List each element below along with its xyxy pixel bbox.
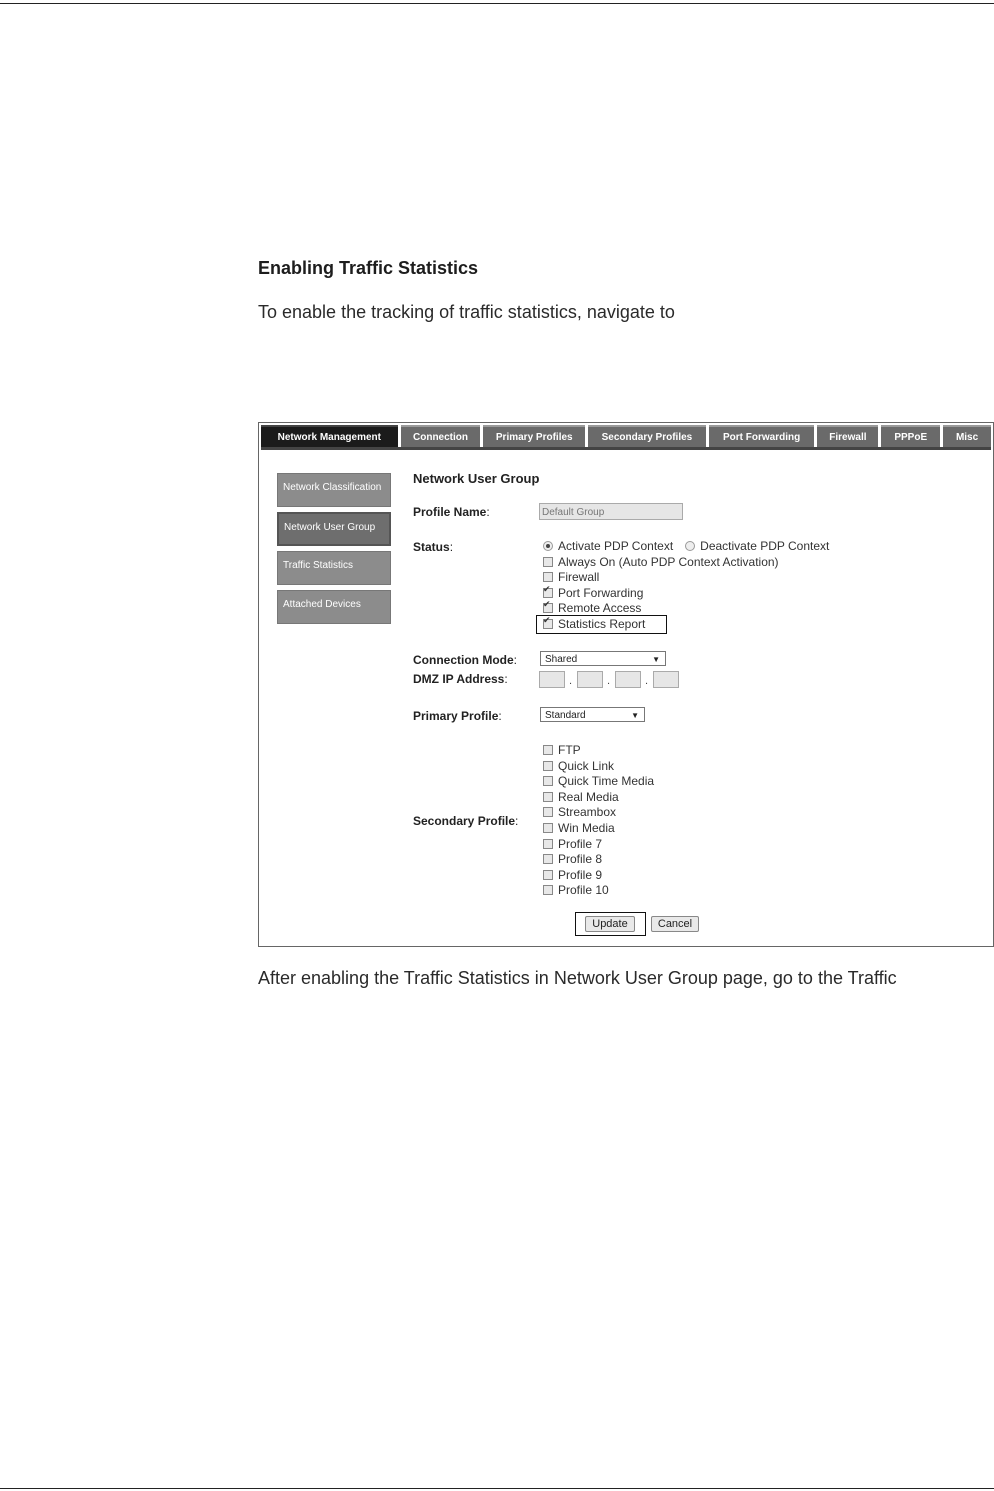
remote-access-option: ✔ Remote Access (543, 601, 641, 615)
activate-pdp-label: Activate PDP Context (558, 539, 674, 553)
connection-mode-label: Connection Mode: (413, 653, 518, 667)
sidebar-item-traffic-statistics[interactable]: Traffic Statistics (277, 551, 391, 585)
chevron-down-icon: ▼ (631, 711, 639, 720)
port-forwarding-checkbox[interactable] (543, 588, 553, 598)
form-title: Network User Group (413, 471, 540, 486)
secondary-profile-item: Real Media (543, 790, 619, 804)
sidebar-item-network-classification[interactable]: Network Classification (277, 473, 391, 507)
tab-primary-profiles[interactable]: Primary Profiles (483, 425, 585, 447)
secondary-profile-item: Profile 9 (543, 868, 602, 882)
after-text: After enabling the Traffic Statistics in Network User Group page, go to the Traffic (258, 968, 897, 988)
secondary-profile-checkbox[interactable] (543, 776, 553, 786)
tab-pppoe[interactable]: PPPoE (881, 425, 940, 447)
deactivate-pdp-radio[interactable] (685, 541, 695, 551)
status-radio-group (543, 539, 829, 553)
update-button[interactable]: Update (585, 916, 635, 932)
secondary-profile-label: Secondary Profile: (413, 814, 519, 828)
secondary-profile-checkbox[interactable] (543, 807, 553, 817)
screenshot-figure (258, 422, 994, 947)
dmz-ip-label: DMZ IP Address: (413, 672, 508, 686)
secondary-profile-checkbox[interactable] (543, 870, 553, 880)
dmz-ip-octet-3[interactable] (615, 671, 641, 688)
status-label: Status: (413, 540, 454, 554)
sidebar-item-attached-devices[interactable]: Attached Devices (277, 590, 391, 624)
always-on-option: Always On (Auto PDP Context Activation) (543, 555, 779, 569)
tab-network-management[interactable]: Network Management (261, 425, 398, 447)
profile-name-input[interactable]: Default Group (539, 503, 683, 520)
secondary-profile-checkbox[interactable] (543, 839, 553, 849)
top-rule (0, 3, 994, 4)
tab-port-forwarding[interactable]: Port Forwarding (709, 425, 815, 447)
secondary-profile-item: Profile 8 (543, 852, 602, 866)
primary-profile-label: Primary Profile: (413, 709, 502, 723)
bottom-rule (0, 1488, 994, 1489)
tab-secondary-profiles[interactable]: Secondary Profiles (588, 425, 706, 447)
secondary-profile-checkbox[interactable] (543, 854, 553, 864)
secondary-profile-checkbox[interactable] (543, 745, 553, 755)
remote-access-checkbox[interactable] (543, 603, 553, 613)
section-heading: Enabling Traffic Statistics (258, 258, 479, 278)
secondary-profile-item: Profile 10 (543, 883, 609, 897)
dmz-ip-octet-4[interactable] (653, 671, 679, 688)
ip-dot: . (645, 675, 649, 687)
chevron-down-icon: ▼ (652, 655, 660, 664)
dmz-ip-octet-1[interactable] (539, 671, 565, 688)
statistics-report-option: ✔ Statistics Report (543, 617, 645, 631)
secondary-profile-checkbox[interactable] (543, 792, 553, 802)
primary-profile-select[interactable]: Standard ▼ (540, 707, 645, 722)
port-forwarding-option: ✔ Port Forwarding (543, 586, 643, 600)
secondary-profile-item: Profile 7 (543, 837, 602, 851)
tab-connection[interactable]: Connection (401, 425, 481, 447)
dmz-ip-octet-2[interactable] (577, 671, 603, 688)
tab-firewall[interactable]: Firewall (817, 425, 878, 447)
sidebar-item-network-user-group[interactable]: Network User Group (277, 512, 391, 546)
deactivate-pdp-label: Deactivate PDP Context (700, 539, 830, 553)
tab-underline (261, 447, 991, 450)
statistics-report-highlight (536, 615, 667, 634)
always-on-checkbox[interactable] (543, 557, 553, 567)
ip-dot: . (569, 675, 573, 687)
cancel-button[interactable]: Cancel (651, 916, 699, 932)
firewall-checkbox[interactable] (543, 572, 553, 582)
ip-dot: . (607, 675, 611, 687)
activate-pdp-radio[interactable] (543, 541, 553, 551)
secondary-profile-checkbox[interactable] (543, 823, 553, 833)
secondary-profile-item: Quick Link (543, 759, 614, 773)
secondary-profile-item: Quick Time Media (543, 774, 654, 788)
secondary-profile-item: Win Media (543, 821, 615, 835)
secondary-profile-checkbox[interactable] (543, 761, 553, 771)
secondary-profile-checkbox[interactable] (543, 885, 553, 895)
intro-text: To enable the tracking of traffic statistics, navigate to (258, 302, 675, 322)
firewall-option: Firewall (543, 570, 599, 584)
tab-misc[interactable]: Misc (943, 425, 991, 447)
secondary-profile-item: FTP (543, 743, 581, 757)
profile-name-label: Profile Name: (413, 505, 490, 519)
secondary-profile-item: Streambox (543, 805, 616, 819)
connection-mode-select[interactable]: Shared ▼ (540, 651, 666, 666)
tab-bar (261, 425, 991, 447)
